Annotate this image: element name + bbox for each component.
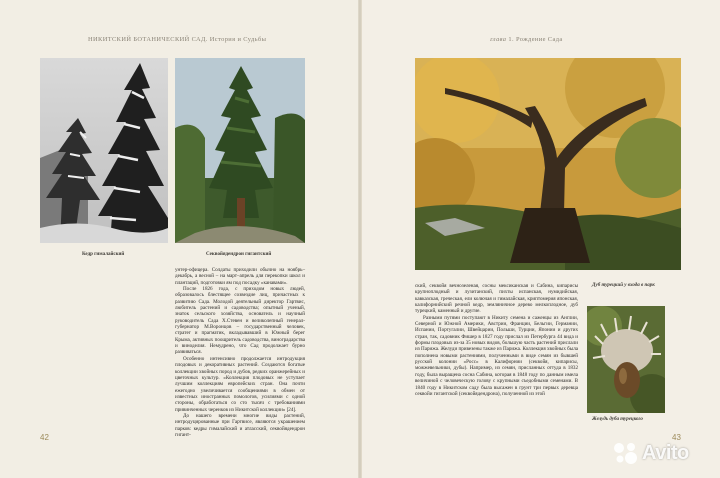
- himalayan-cedar-image: [40, 58, 168, 243]
- turkish-oak-image: [415, 58, 681, 270]
- avito-watermark-text: Avito: [642, 441, 689, 464]
- right-paragraph-1: ский, секвойя вечнозеленая, сосны мексиканская и Сабина, кипарисы крупноплодный и лузитанский, пихты испанская, нумидийская, кавказская, греческая, ели колючая и гималайская, криптомерия японская, калифорнийский речной кедр, земляничное дерево мелкоплодное, дуб турецкий, каменный и другие.: [415, 283, 578, 315]
- right-running-head: [490, 36, 563, 43]
- photo-sequoiadendron: [175, 58, 305, 243]
- left-running-head: НИКИТСКИЙ БОТАНИЧЕСКИЙ САД. История и Судьбы: [88, 36, 267, 43]
- caption-sequoiadendron: Секвойядендрон гигантский: [206, 252, 272, 257]
- caption-acorn: Желудь дуба турецкого: [592, 417, 643, 422]
- left-paragraph-4: До нашего времени многие виды растений, интродуцированные при Гартвисе, являются украшением парков: кедры гималайский и атласский, секвойядендрон гигант-: [175, 412, 305, 438]
- caption-turkish-oak: Дуб турецкий у входа в парк: [592, 283, 655, 288]
- left-text-column: [175, 267, 305, 438]
- book-gutter: [358, 0, 362, 478]
- caption-himalayan-cedar: Кедр гималайский: [82, 252, 125, 257]
- left-paragraph-1: унтер-офицера. Солдаты приходили обычно на ноябрь–декабрь, а весной – на март–апрель для перекопки школ и плантаций, подготовки ям под посадку «канавами».: [175, 267, 305, 286]
- left-paragraph-2: После 1826 года, с приходом новых людей, образовалось блестящее созвездие лиц, причастных к развитию Сада. Молодой деятельный директор Гартвис, любитель растений и садоводства; опытный ученый, знаток сельского хозяйства, основатель и научный руководитель Сада Х.Стевен и великолепный генерал-губернатор М.Воронцов – государственный человек, стратег и прагматик, вкладывавший в Южный берег Крыма, активных поощритель садоводства, виноградарства и виноделия. Немудрено, что Сад продолжает бурно развиваться.: [175, 286, 305, 356]
- right-text-column: [415, 283, 578, 397]
- avito-watermark: [612, 440, 712, 466]
- running-head-chapter-label: глава: [490, 36, 507, 43]
- avito-logo-icon: [612, 441, 638, 465]
- page-number-right: 43: [672, 433, 681, 442]
- page-number-left: 42: [40, 433, 49, 442]
- right-paragraph-2: Разными путями поступают в Никиту семена и саженцы из Англии, Северной и Южной Америки, Австрии, Франции, Бельгии, Германии, Испании, Португалии, Швейцарии, Польши, Турции, Японии и других стран, так, садовник Фишер в 1827 году прислал из Петербурга 44 вида и формы плодовых из-за 35 новых видов, большую часть растений прислали из Парижа. Желуди привезены также из Парижа. Коллекция хвойных была пополнена новыми растениями, полученными в виде семян из бывшей русской колонии «Росс» в Калифорнии (секвойя, кипарисы, можжевельники, дубы). Например, из семян, присланных оттуда в 1832 году, была выращена сосна Сабина, которая в 1848 году по данным имела величиной с человеческую голову с крупными съедобными семенами. В 1840 году в Никитском саду была высажен в грунт три первых деревца секвойи гигантской (секвойядендрона), полученной из этой: [415, 314, 578, 397]
- photo-himalayan-cedar: [40, 58, 168, 243]
- photo-turkish-oak: [415, 58, 681, 270]
- sequoiadendron-image: [175, 58, 305, 243]
- left-paragraph-3: Особенно интенсивно продолжается интродукция плодовых и декоративных растений. Создаются богатые коллекции хвойных пород и дубов, редких оранжерейных и цветочных культур. «Коллекция плодовых не уступает лучшим коллекциям европейских стран. Она почти ежегодно увеличивается сообщениями в обмен от известных иностранных помологов, усилиями с одной стороны, обработаться со сто тысяч с требованиями привинченных черенков из Никитской коллекции» [24].: [175, 355, 305, 413]
- acorn-image: [587, 306, 665, 413]
- running-head-chapter-title: 1. Рождение Сада: [508, 36, 563, 43]
- photo-turkish-oak-acorn: [587, 306, 665, 413]
